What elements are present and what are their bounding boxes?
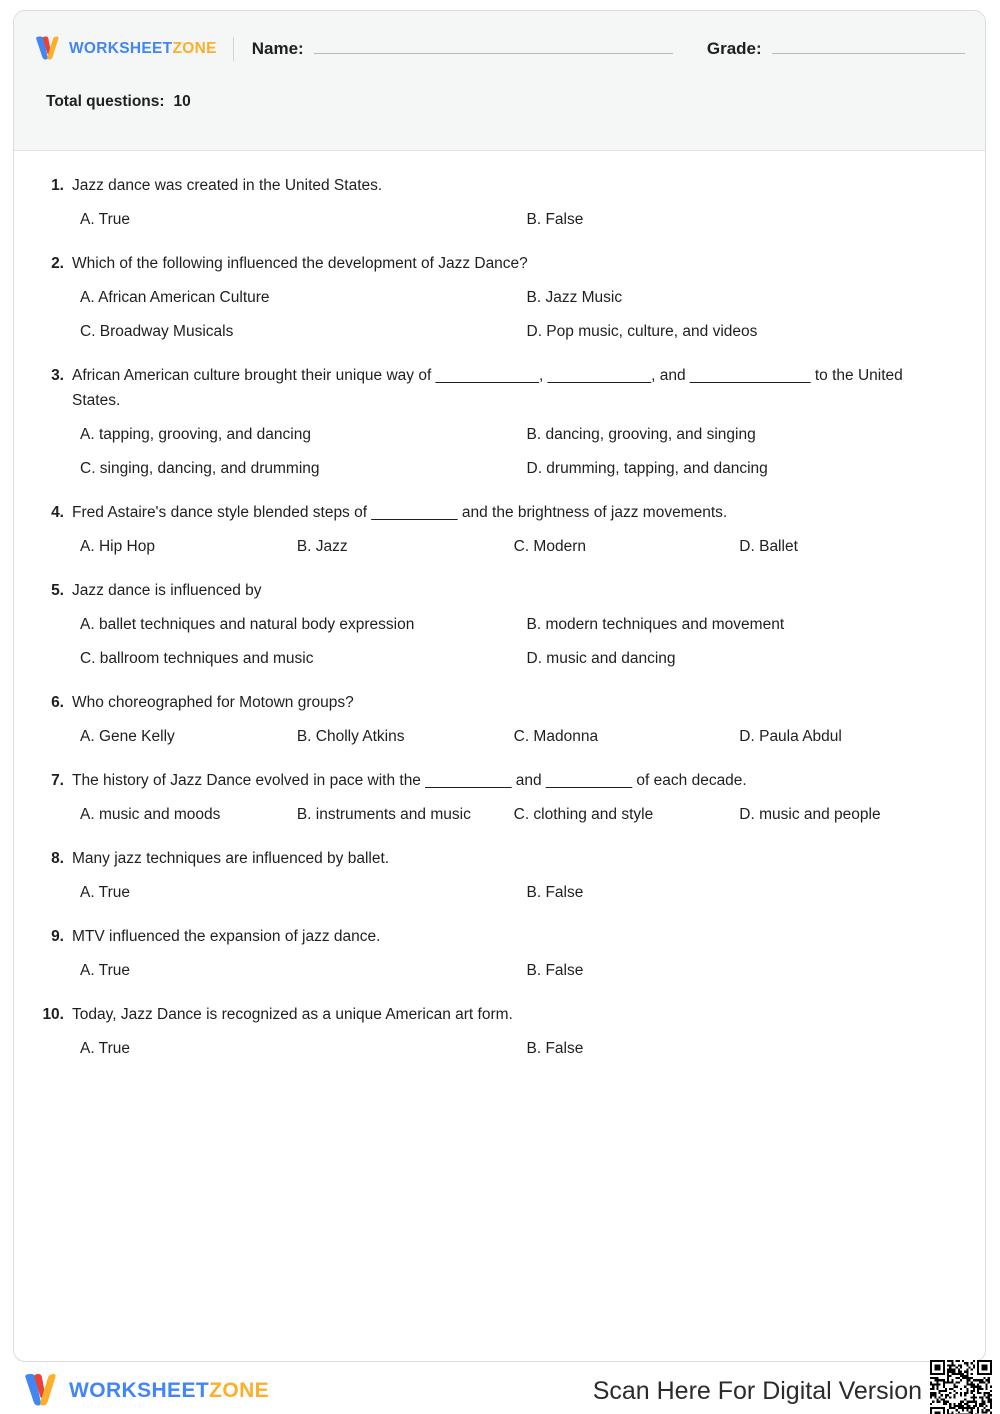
answer-option[interactable]: B. Jazz Music xyxy=(526,289,623,306)
options-group xyxy=(34,286,965,344)
answer-option[interactable]: A. music and moods xyxy=(80,806,221,823)
options-row xyxy=(80,959,965,983)
answer-option[interactable]: A. True xyxy=(80,962,130,979)
answer-option[interactable]: B. False xyxy=(526,962,584,979)
answer-option[interactable]: D. music and dancing xyxy=(526,650,676,667)
question-number: 3. xyxy=(51,367,64,384)
total-questions-count: 10 xyxy=(173,93,191,110)
question-head xyxy=(34,768,965,793)
question-text: The history of Jazz Dance evolved in pace with the __________ and __________ of each decade. xyxy=(72,772,747,789)
question-item xyxy=(34,173,965,232)
header-divider xyxy=(233,37,234,61)
question-item xyxy=(34,924,965,983)
options-row xyxy=(80,881,965,905)
question-number: 5. xyxy=(51,582,64,599)
grade-label: Grade: xyxy=(706,38,762,58)
brand-logo-text xyxy=(69,40,217,58)
question-item xyxy=(34,690,965,749)
qr-code-icon[interactable] xyxy=(930,1360,992,1414)
options-row xyxy=(80,286,965,310)
scan-here-label: Scan Here For Digital Version xyxy=(592,1376,922,1405)
question-item xyxy=(34,363,965,481)
question-head xyxy=(34,690,965,715)
worksheet-card xyxy=(13,10,986,1362)
options-group xyxy=(34,535,965,559)
options-row xyxy=(80,725,965,749)
answer-option[interactable]: C. singing, dancing, and drumming xyxy=(80,460,320,477)
answer-option[interactable]: A. Hip Hop xyxy=(80,538,155,555)
answer-option[interactable]: A. Gene Kelly xyxy=(80,728,175,745)
footer-brand-logo-text xyxy=(69,1379,269,1403)
question-item xyxy=(34,846,965,905)
answer-option[interactable]: B. False xyxy=(526,1040,584,1057)
options-row xyxy=(80,457,965,481)
question-head xyxy=(34,251,965,276)
question-number: 9. xyxy=(51,928,64,945)
answer-option[interactable]: D. Pop music, culture, and videos xyxy=(526,323,758,340)
options-group xyxy=(34,959,965,983)
options-row xyxy=(80,208,965,232)
question-text: Jazz dance was created in the United States. xyxy=(72,177,383,194)
question-head xyxy=(34,500,965,525)
answer-option[interactable]: B. modern techniques and movement xyxy=(526,616,785,633)
options-row xyxy=(80,1037,965,1061)
question-head xyxy=(34,578,965,603)
answer-option[interactable]: A. tapping, grooving, and dancing xyxy=(80,426,311,443)
answer-option[interactable]: C. Broadway Musicals xyxy=(80,323,234,340)
question-number: 1. xyxy=(51,177,64,194)
question-text: Many jazz techniques are influenced by ballet. xyxy=(72,850,390,867)
answer-option[interactable]: A. True xyxy=(80,211,130,228)
grade-input-line[interactable] xyxy=(772,40,965,54)
questions-list xyxy=(14,151,985,1061)
brand-logo xyxy=(32,36,217,62)
answer-option[interactable]: B. instruments and music xyxy=(296,806,471,823)
question-item xyxy=(34,768,965,827)
answer-option[interactable]: A. True xyxy=(80,884,130,901)
answer-option[interactable]: C. clothing and style xyxy=(513,806,654,823)
options-row xyxy=(80,535,965,559)
options-row xyxy=(80,320,965,344)
answer-option[interactable]: A. African American Culture xyxy=(80,289,270,306)
name-input-line[interactable] xyxy=(314,40,673,54)
total-questions-row xyxy=(14,65,985,111)
question-text: Today, Jazz Dance is recognized as a unique American art form. xyxy=(72,1006,513,1023)
options-row xyxy=(80,803,965,827)
answer-option[interactable]: C. Madonna xyxy=(513,728,599,745)
question-number: 2. xyxy=(51,255,64,272)
options-group xyxy=(34,881,965,905)
header-top-row xyxy=(14,11,985,65)
question-text: Jazz dance is influenced by xyxy=(72,582,262,599)
answer-option[interactable]: D. Ballet xyxy=(739,538,798,555)
question-head xyxy=(34,924,965,949)
question-number: 10. xyxy=(42,1006,64,1023)
question-head xyxy=(34,173,965,198)
name-field[interactable] xyxy=(252,39,673,59)
question-text: Fred Astaire's dance style blended steps of __________ and the brightness of jazz movements. xyxy=(72,504,728,521)
options-group xyxy=(34,208,965,232)
question-head xyxy=(34,1002,965,1027)
options-row xyxy=(80,647,965,671)
question-number: 8. xyxy=(51,850,64,867)
answer-option[interactable]: B. Jazz xyxy=(296,538,348,555)
worksheetzone-v-logo-icon xyxy=(32,36,62,62)
worksheet-header xyxy=(14,11,985,151)
options-group xyxy=(34,803,965,827)
answer-option[interactable]: D. drumming, tapping, and dancing xyxy=(526,460,768,477)
question-item xyxy=(34,578,965,671)
options-row xyxy=(80,423,965,447)
question-item xyxy=(34,251,965,344)
question-item xyxy=(34,500,965,559)
answer-option[interactable]: D. Paula Abdul xyxy=(739,728,842,745)
question-text: Who choreographed for Motown groups? xyxy=(72,694,354,711)
question-text: MTV influenced the expansion of jazz dance. xyxy=(72,928,381,945)
worksheet-footer xyxy=(0,1368,1000,1414)
answer-option[interactable]: B. Cholly Atkins xyxy=(296,728,405,745)
footer-brand-name-part1: WORKSHEET xyxy=(69,1379,210,1402)
grade-field[interactable] xyxy=(707,39,965,59)
options-group xyxy=(34,423,965,481)
answer-option[interactable]: A. True xyxy=(80,1040,130,1057)
options-group xyxy=(34,613,965,671)
worksheetzone-v-logo-icon xyxy=(20,1373,60,1409)
options-row xyxy=(80,613,965,637)
options-group xyxy=(34,1037,965,1061)
answer-option[interactable]: B. dancing, grooving, and singing xyxy=(526,426,756,443)
options-group xyxy=(34,725,965,749)
answer-option[interactable]: A. ballet techniques and natural body expression xyxy=(80,616,415,633)
question-number: 4. xyxy=(51,504,64,521)
name-label: Name: xyxy=(251,38,304,58)
question-number: 7. xyxy=(51,772,64,789)
total-questions-label: Total questions: xyxy=(46,93,165,110)
answer-option[interactable]: B. False xyxy=(526,211,584,228)
answer-option[interactable]: C. Modern xyxy=(513,538,586,555)
footer-scan-group xyxy=(593,1360,992,1414)
question-text: Which of the following influenced the development of Jazz Dance? xyxy=(72,255,528,272)
answer-option[interactable]: B. False xyxy=(526,884,584,901)
question-text: African American culture brought their unique way of ____________, ____________, and ______________ to the United States. xyxy=(72,367,903,409)
question-number: 6. xyxy=(51,694,64,711)
brand-name-part2: ZONE xyxy=(172,39,217,57)
question-item xyxy=(34,1002,965,1061)
question-head xyxy=(34,363,965,413)
brand-name-part1: WORKSHEET xyxy=(69,39,173,57)
answer-option[interactable]: D. music and people xyxy=(739,806,881,823)
answer-option[interactable]: C. ballroom techniques and music xyxy=(80,650,314,667)
footer-brand-logo xyxy=(20,1373,269,1409)
footer-brand-name-part2: ZONE xyxy=(209,1379,270,1402)
question-head xyxy=(34,846,965,871)
